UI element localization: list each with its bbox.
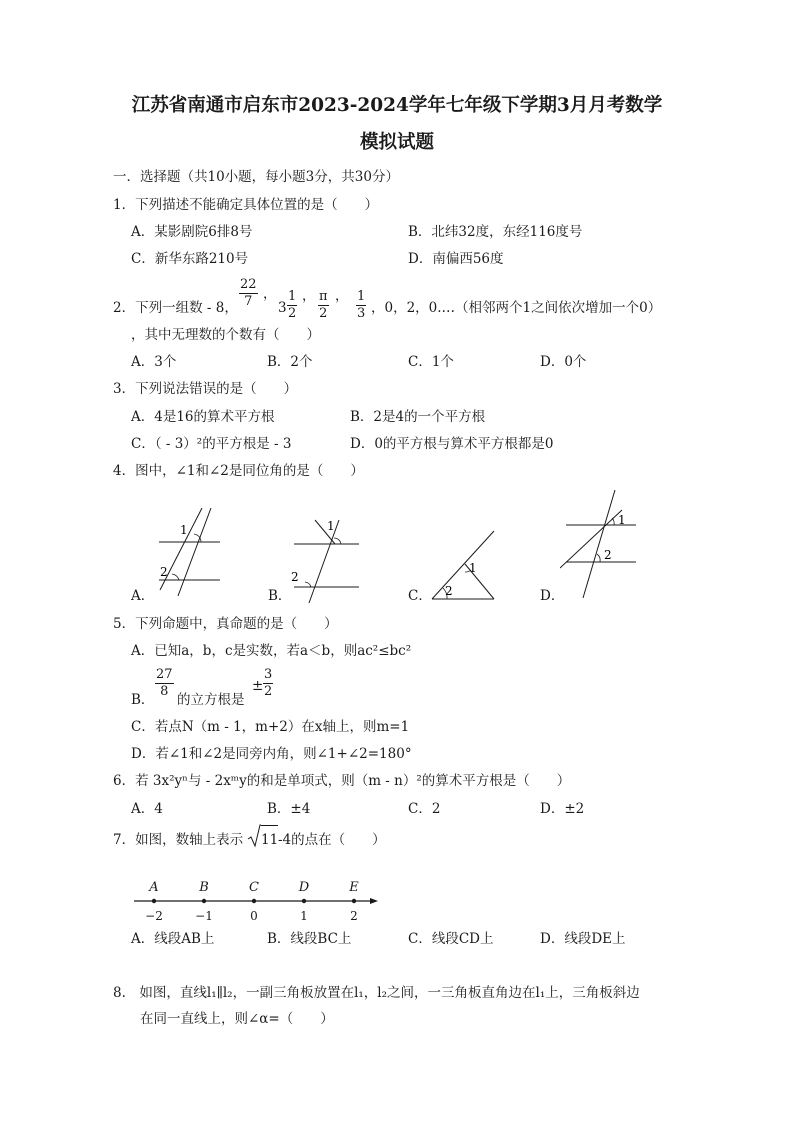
numerator: π: [319, 289, 328, 304]
q6-option-a: A．4: [131, 801, 163, 817]
denominator: 2: [264, 684, 273, 699]
q2-fraction-1-2: [287, 290, 297, 321]
q7-option-b: B．线段BC上: [267, 931, 352, 947]
q4-option-a-label: A．: [131, 588, 155, 604]
q1-option-b: B．北纬32度，东经116度号: [408, 224, 583, 240]
q4-figure-b: [287, 508, 363, 604]
sqrt-icon: [247, 824, 261, 848]
q2-option-b: B．2个: [267, 354, 313, 370]
q2-option-c: C．1个: [408, 354, 454, 370]
q4-stem: 4．图中，∠1和∠2是同位角的是（ ）: [113, 463, 364, 479]
q4-option-d-label: D．: [540, 588, 565, 604]
tick-label: 0: [250, 909, 258, 923]
q5-fraction-27-8: [155, 668, 174, 699]
angle-label-1: 1: [618, 513, 626, 527]
tick-label: −1: [195, 909, 213, 923]
arrow-icon: [370, 898, 378, 904]
numerator: 1: [357, 289, 366, 304]
q7-option-d: D．线段DE上: [540, 931, 626, 947]
numerator: 1: [288, 289, 297, 304]
q2-fraction-1-3: [356, 290, 366, 321]
q6-option-b: B．±4: [267, 801, 311, 817]
q7-option-c: C．线段CD上: [408, 931, 494, 947]
q5-option-d: D．若∠1和∠2是同旁内角，则∠1+∠2=180°: [131, 746, 412, 762]
tick-label: −2: [145, 909, 163, 923]
q7-radicand: 11: [261, 825, 278, 848]
number-line-point-E: [352, 899, 356, 903]
numerator: 3: [264, 667, 273, 682]
q3-option-c: C．（ - 3）²的平方根是 - 3: [131, 436, 292, 452]
q4-figure-a: [150, 508, 222, 604]
q5-plus-minus: ±: [252, 678, 264, 694]
q2-option-a: A．3个: [131, 354, 177, 370]
angle-label-1: 1: [327, 519, 335, 533]
angle-label-2: 2: [604, 548, 612, 562]
q3-option-b: B．2是4的一个平方根: [350, 409, 486, 425]
tick-label: 1: [300, 909, 308, 923]
q6-stem: 6．若 3x²yⁿ与 - 2xᵐy的和是单项式，则（m - n）²的算术平方根是（ ）: [113, 773, 571, 789]
q2-separator: ，: [302, 288, 316, 304]
point-label-E: E: [349, 880, 359, 895]
q5-stem: 5．下列命题中，真命题的是（ ）: [113, 616, 338, 632]
section-header: 一．选择题（共10小题，每小题3分，共30分）: [113, 169, 399, 185]
tick-label: 2: [350, 909, 358, 923]
q4-option-b-label: B．: [268, 588, 292, 604]
denominator: 2: [288, 306, 297, 321]
q7-stem-suffix: -4的点在（ ）: [278, 832, 386, 848]
q4-figure-c: [428, 528, 500, 604]
q6-option-d: D．±2: [540, 801, 585, 817]
point-label-B: B: [199, 880, 209, 895]
q3-stem: 3．下列说法错误的是（ ）: [113, 381, 298, 397]
denominator: 2: [319, 306, 328, 321]
q2-stem-line2: ，其中无理数的个数有（ ）: [131, 327, 320, 343]
q8-stem-line2: 在同一直线上，则∠α=（ ）: [140, 1011, 334, 1027]
q7-option-a: A．线段AB上: [131, 931, 215, 947]
angle-label-1: 1: [180, 523, 188, 537]
number-line-point-D: [302, 899, 306, 903]
q1-option-a: A．某影剧院6排8号: [131, 224, 253, 240]
angle-label-2: 2: [445, 584, 453, 598]
denominator: 7: [239, 293, 258, 309]
number-line-point-A: [152, 899, 156, 903]
q2-prefix: 2．下列一组数 - 8，: [113, 300, 238, 316]
q3-option-d: D．0的平方根与算术平方根都是0: [350, 436, 554, 452]
angle-label-2: 2: [291, 570, 299, 584]
q2-separator: ，: [335, 288, 349, 304]
q5-fraction-3-2: [263, 668, 273, 699]
number-line-point-B: [202, 899, 206, 903]
q6-option-c: C．2: [408, 801, 441, 817]
q2-fraction-22-7: [239, 278, 258, 309]
numerator: 22: [240, 277, 257, 292]
q2-suffix: ，0，2，0.…（相邻两个1之间依次增加一个0）: [371, 300, 662, 316]
denominator: 8: [155, 683, 174, 699]
denominator: 3: [357, 306, 366, 321]
angle-label-1: 1: [469, 561, 477, 575]
q5-option-a: A．已知a，b，c是实数，若a＜b，则ac²≤bc²: [131, 643, 412, 659]
number-line-point-C: [252, 899, 256, 903]
q7-stem-prefix: 7．如图，数轴上表示: [113, 832, 244, 848]
point-label-C: C: [249, 880, 259, 895]
numerator: 27: [156, 667, 173, 682]
q2-mixed-whole: 3: [278, 300, 287, 316]
q2-option-d: D．0个: [540, 354, 587, 370]
q5-option-c: C．若点N（m - 1，m+2）在x轴上，则m=1: [131, 719, 410, 735]
q3-option-a: A．4是16的算术平方根: [131, 409, 275, 425]
doc-title-line2: 模拟试题: [359, 132, 434, 153]
q8-stem-line1: 8. 如图，直线l₁∥l₂，一副三角板放置在l₁，l₂之间，一三角板直角边在l₁上，三角板斜边: [113, 985, 640, 1001]
doc-title-line1: 江苏省南通市启东市2023-2024学年七年级下学期3月月考数学: [131, 95, 663, 116]
q5-option-b-prefix: B．: [131, 692, 155, 708]
q4-figure-d: [560, 488, 640, 600]
q5-option-b-text: 的立方根是: [177, 692, 245, 708]
angle-label-2: 2: [160, 565, 168, 579]
point-label-D: D: [298, 880, 310, 895]
q1-option-d: D．南偏西56度: [408, 251, 504, 267]
q2-separator: ，: [263, 286, 277, 302]
q1-option-c: C．新华东路210号: [131, 251, 249, 267]
q7-number-line: [134, 874, 384, 926]
q1-stem: 1．下列描述不能确定具体位置的是（ ）: [113, 197, 379, 213]
q2-fraction-pi-2: [318, 290, 329, 321]
point-label-A: A: [149, 880, 159, 895]
q4-option-c-label: C．: [408, 588, 432, 604]
